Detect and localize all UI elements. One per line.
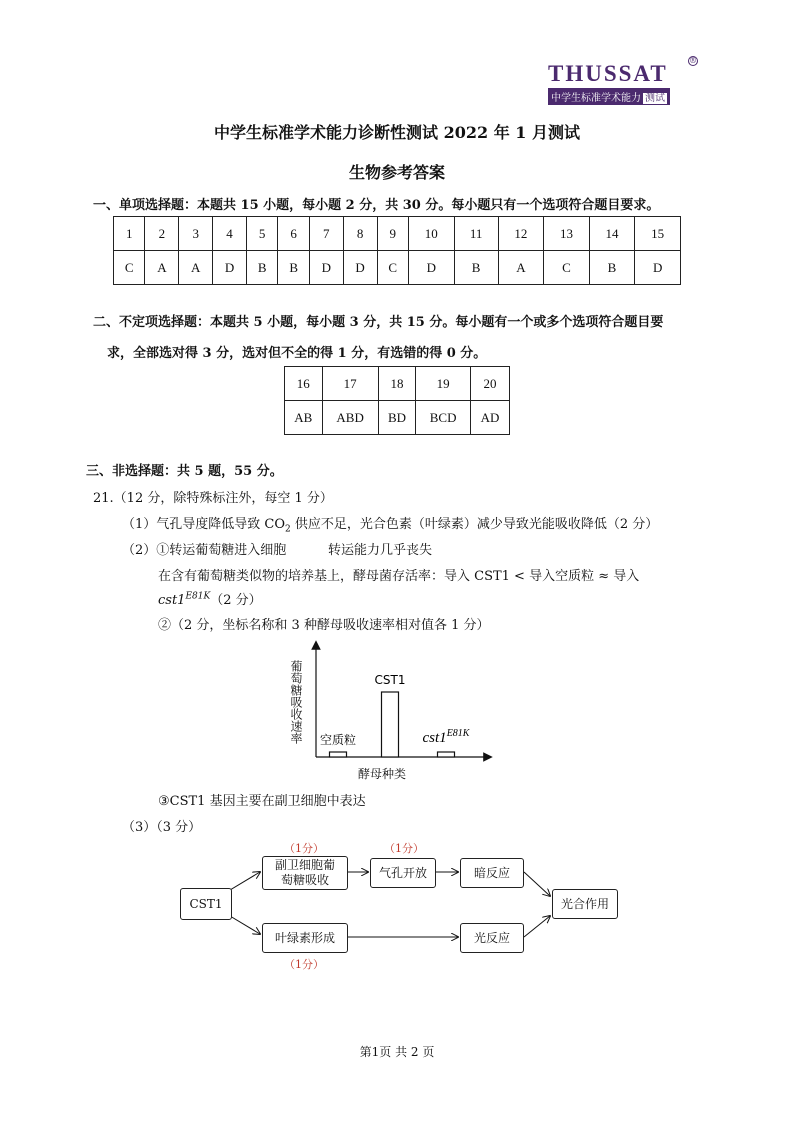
logo-subtitle — [548, 88, 670, 105]
answer-cell: B — [278, 251, 309, 285]
cst1-italic: cst1 — [158, 593, 186, 608]
e81k-superscript: E81K — [185, 591, 211, 602]
answer-cell: D — [213, 251, 247, 285]
table-row — [285, 401, 510, 435]
question-number-cell: 4 — [213, 217, 247, 251]
question-number-cell: 19 — [416, 367, 471, 401]
question-number-cell: 9 — [377, 217, 408, 251]
answer-cell: A — [498, 251, 544, 285]
chart-x-label: 酵母种类 — [358, 767, 407, 781]
bar-1 — [382, 692, 399, 757]
question-number-cell: 17 — [322, 367, 378, 401]
answer-cell: C — [114, 251, 145, 285]
flow-box-cst1: CST1 — [180, 888, 232, 920]
single-choice-answer-table — [113, 216, 681, 285]
answer-cell: D — [343, 251, 377, 285]
answer-cell: A — [145, 251, 179, 285]
q21-part2-c: 在含有葡萄糖类似物的培养基上，酵母菌存活率：导入 CST1 < 导入空质粒 ≈ 导入 — [158, 569, 640, 584]
answer-cell: BCD — [416, 401, 471, 435]
flow-box-a-line2: 萄糖吸收 — [280, 873, 329, 887]
registered-mark-icon: ® — [689, 56, 697, 65]
question-number-cell: 14 — [589, 217, 635, 251]
arrow-light-to-photosynthesis — [524, 916, 550, 937]
answer-cell: AD — [470, 401, 509, 435]
question-number-cell: 20 — [470, 367, 509, 401]
glucose-uptake-bar-chart — [280, 635, 500, 783]
logo-sub-text: 中学生标准学术能力 — [551, 93, 641, 104]
answer-cell: A — [179, 251, 213, 285]
answer-cell: D — [409, 251, 455, 285]
bar-0 — [330, 752, 347, 757]
table-row — [114, 217, 681, 251]
question-number-cell: 15 — [635, 217, 681, 251]
q21-part2-d-score: （2 分） — [210, 593, 262, 608]
section2-heading-line2: 求，全部选对得 3 分，选对但不全的得 1 分，有选错的得 0 分。 — [107, 346, 487, 361]
flow-box-dark-reaction: 暗反应 — [460, 858, 524, 888]
q21-part1-b: 供应不足，光合色素（叶绿素）减少导致光能吸收降低（2 分） — [290, 517, 659, 532]
question-number-cell: 18 — [378, 367, 416, 401]
question-number-cell: 8 — [343, 217, 377, 251]
q21-part2-d — [158, 589, 262, 608]
table-row — [114, 251, 681, 285]
q21-part1-a: （1）气孔导度降低导致 CO — [122, 517, 286, 532]
score-label-stomata: （1分） — [384, 842, 424, 855]
question-number-cell: 5 — [246, 217, 277, 251]
bar-label-2: $cst1^{E81K}$ — [422, 728, 470, 746]
flow-box-stomata-open: 气孔开放 — [370, 858, 436, 888]
answer-cell: B — [454, 251, 498, 285]
answer-cell: ABD — [322, 401, 378, 435]
logo-brand: THUSSAT — [548, 61, 668, 86]
answer-cell: D — [635, 251, 681, 285]
q21-part2-e: ②（2 分，坐标名称和 3 种酵母吸收速率相对值各 1 分） — [158, 618, 490, 633]
section1-heading: 一、单项选择题：本题共 15 小题，每小题 2 分，共 30 分。每小题只有一个选项符合题目要求。 — [93, 198, 660, 213]
score-label-chlorophyll: （1分） — [284, 958, 324, 971]
question-number-cell: 11 — [454, 217, 498, 251]
co2-subscript: 2 — [285, 524, 291, 535]
page-footer: 第1页 共 2 页 — [359, 1045, 435, 1059]
q21-part2-f: ③CST1 基因主要在副卫细胞中表达 — [158, 794, 366, 809]
question-number-cell: 2 — [145, 217, 179, 251]
logo-sub-highlight: 测试 — [645, 93, 665, 104]
flow-box-chlorophyll: 叶绿素形成 — [262, 923, 348, 953]
question-number-cell: 6 — [278, 217, 309, 251]
q21-part3: （3）（3 分） — [122, 820, 202, 835]
question-number-cell: 12 — [498, 217, 544, 251]
page-title: 中学生标准学术能力诊断性测试 2022 年 1 月测试 — [214, 123, 580, 142]
question-number-cell: 7 — [309, 217, 343, 251]
section2-heading-line1: 二、不定项选择题：本题共 5 小题，每小题 3 分，共 15 分。每小题有一个或多个选项符合题目要 — [93, 315, 664, 330]
answer-cell: B — [246, 251, 277, 285]
score-label-uptake: （1分） — [284, 842, 324, 855]
q21-part2-b: 转运能力几乎丧失 — [328, 543, 433, 558]
answer-cell: AB — [285, 401, 323, 435]
thussat-logo — [548, 56, 698, 108]
page-subtitle: 生物参考答案 — [348, 163, 445, 182]
answer-cell: B — [589, 251, 635, 285]
question-number-cell: 13 — [544, 217, 590, 251]
multiple-choice-answer-table — [284, 366, 510, 435]
arrow-cst1-to-uptake — [230, 872, 260, 890]
question-number-cell: 10 — [409, 217, 455, 251]
q21-header: 21.（12 分，除特殊标注外，每空 1 分） — [93, 491, 333, 506]
flow-box-glucose-uptake — [262, 856, 348, 890]
question-number-cell: 1 — [114, 217, 145, 251]
q21-part1 — [122, 513, 658, 535]
answer-cell: C — [377, 251, 408, 285]
q21-part2-a: （2）①转运葡萄糖进入细胞 — [122, 543, 287, 558]
answer-cell: BD — [378, 401, 416, 435]
question-number-cell: 16 — [285, 367, 323, 401]
table-row — [285, 367, 510, 401]
question-number-cell: 3 — [179, 217, 213, 251]
flow-box-light-reaction: 光反应 — [460, 923, 524, 953]
bar-2 — [438, 752, 455, 757]
section3-heading: 三、非选择题：共 5 题，55 分。 — [86, 464, 283, 479]
flow-box-a-line1: 副卫细胞葡 — [274, 858, 335, 872]
answer-cell: C — [544, 251, 590, 285]
bar-label-0: 空质粒 — [319, 733, 357, 747]
chart-y-label: 葡萄糖吸收速率 — [289, 660, 303, 744]
arrow-dark-to-photosynthesis — [524, 872, 550, 896]
answer-cell: D — [309, 251, 343, 285]
arrow-cst1-to-chlorophyll — [230, 916, 260, 934]
bar-label-1: CST1 — [374, 673, 406, 687]
flow-box-photosynthesis: 光合作用 — [552, 889, 618, 919]
